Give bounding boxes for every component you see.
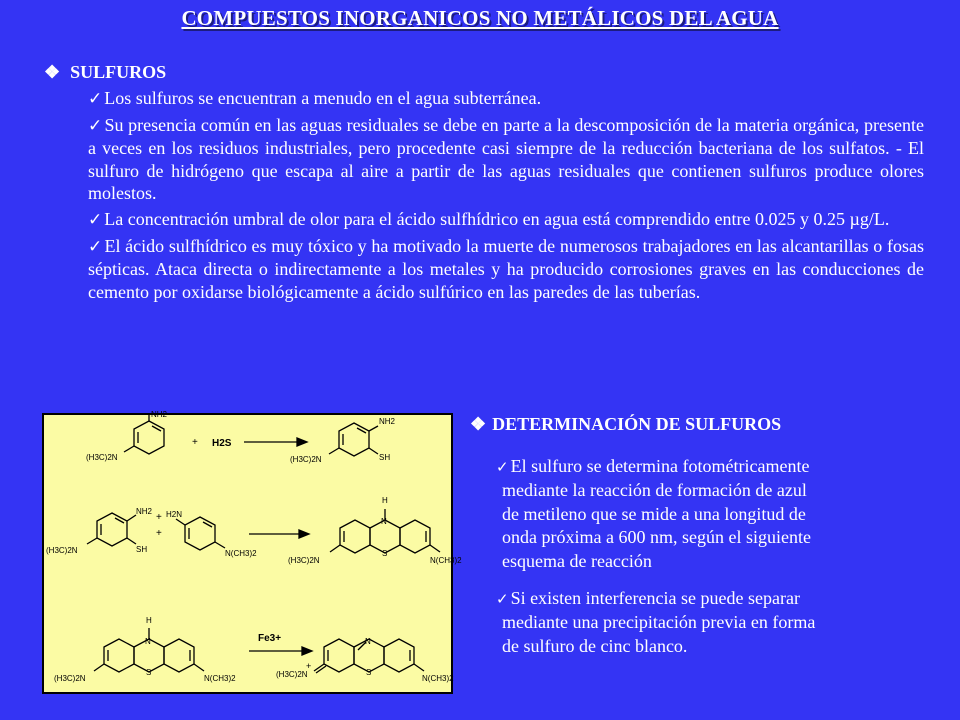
label-me2n-p2: (H3C)2N [288, 556, 320, 565]
label-me2n-product: (H3C)2N [290, 455, 322, 464]
label-n-r3: N [145, 637, 151, 646]
bullet-item: ✓ La concentración umbral de olor para el ácido sulfhídrico en agua está comprendido entre 0.025 y 0.25 µg/L. [88, 208, 890, 230]
label-nh2-product: NH2 [379, 417, 396, 426]
label-plus: + [192, 437, 198, 448]
label-h2n-r2: H2N [166, 510, 183, 519]
reaction-scheme-figure [42, 410, 462, 694]
check-icon: ✓ [496, 590, 509, 609]
reaction-scheme-svg [44, 410, 462, 692]
label-fe3: Fe3+ [258, 633, 282, 644]
label-plus-charge: + [306, 661, 312, 671]
label-sh-product: SH [379, 453, 391, 462]
diamond-bullet-icon: ❖ [44, 62, 61, 82]
label-h-r2: H [382, 496, 388, 505]
check-icon: ✓ [88, 115, 103, 136]
section-determinacion-heading: ❖ DETERMINACIÓN DE SULFUROS [470, 414, 782, 434]
label-n-r2: N [381, 517, 387, 526]
label-nme2-r3: N(CH3)2 [204, 674, 236, 683]
label-nme2-p2: N(CH3)2 [430, 556, 462, 565]
bullet-item: ✓ Su presencia común en las aguas residuales se debe en parte a la descomposición de la materia orgánica, presente a veces en los residuos industriales, pero procedente casi siempre de la reducción bacteriana de los sulfatos. - El sulfuro de hidrógeno que escapa al aire a partir de las aguas residuales que contienen sulfuros produce olores molestos. [88, 114, 924, 204]
page-title: COMPUESTOS INORGANICOS NO METÁLICOS DEL AGUA [181, 6, 779, 30]
diamond-bullet-icon: ❖ [470, 414, 487, 434]
bullet-item: ✓ El sulfuro se determina fotométricamente mediante la reacción de formación de azul de metileno que se mide a una longitud de onda próxima a 600 nm, según el siguiente esquema de reacción [496, 456, 811, 571]
label-s-r2: S [382, 549, 388, 558]
label-me2n: (H3C)2N [86, 453, 118, 462]
section-sulfuros-heading: ❖ SULFUROS [44, 62, 167, 82]
label-nme2-r2: N(CH3)2 [225, 549, 257, 558]
label-sh-r2: SH [136, 545, 148, 554]
determinacion-bullet-list [496, 455, 936, 669]
bullet-item: ✓ El ácido sulfhídrico es muy tóxico y ha motivado la muerte de numerosos trabajadores en las alcantarillas o fosas sépticas. Ataca directa o indirectamente a los metales y ha producido corrosiones graves en las conducciones de cemento por oxidarse biológicamente a ácido sulfúrico en las paredes de las tuberías. [88, 235, 925, 302]
label-s-r3: S [146, 668, 152, 677]
label-nme2-p3: N(CH3)2 [422, 674, 454, 683]
check-icon: ✓ [88, 209, 103, 230]
bullet-item: ✓ Si existen interferencia se puede separar mediante una precipitación previa en forma de sulfuro de cinc blanco. [496, 588, 816, 656]
sulfuros-bullet-list [88, 87, 924, 303]
label-h2s: H2S [212, 438, 232, 449]
label-n-p3: N [365, 637, 371, 646]
label-nh2-r2: NH2 [136, 507, 153, 516]
label-me2n-plus-p3: (H3C)2N [276, 670, 308, 679]
label-s-p3: S [366, 668, 372, 677]
bullet-item: ✓ Los sulfuros se encuentran a menudo en el agua subterránea. [88, 88, 542, 109]
check-icon: ✓ [496, 458, 509, 476]
check-icon: ✓ [88, 89, 103, 109]
label-me2n-r3: (H3C)2N [54, 674, 86, 683]
label-plus-r2: + [156, 512, 162, 523]
label-me2n-r2: (H3C)2N [46, 546, 78, 555]
label-nh2: NH2 [151, 410, 168, 419]
check-icon: ✓ [88, 236, 103, 257]
label-plus-r2b: + [156, 528, 162, 539]
label-h-r3: H [146, 616, 152, 625]
